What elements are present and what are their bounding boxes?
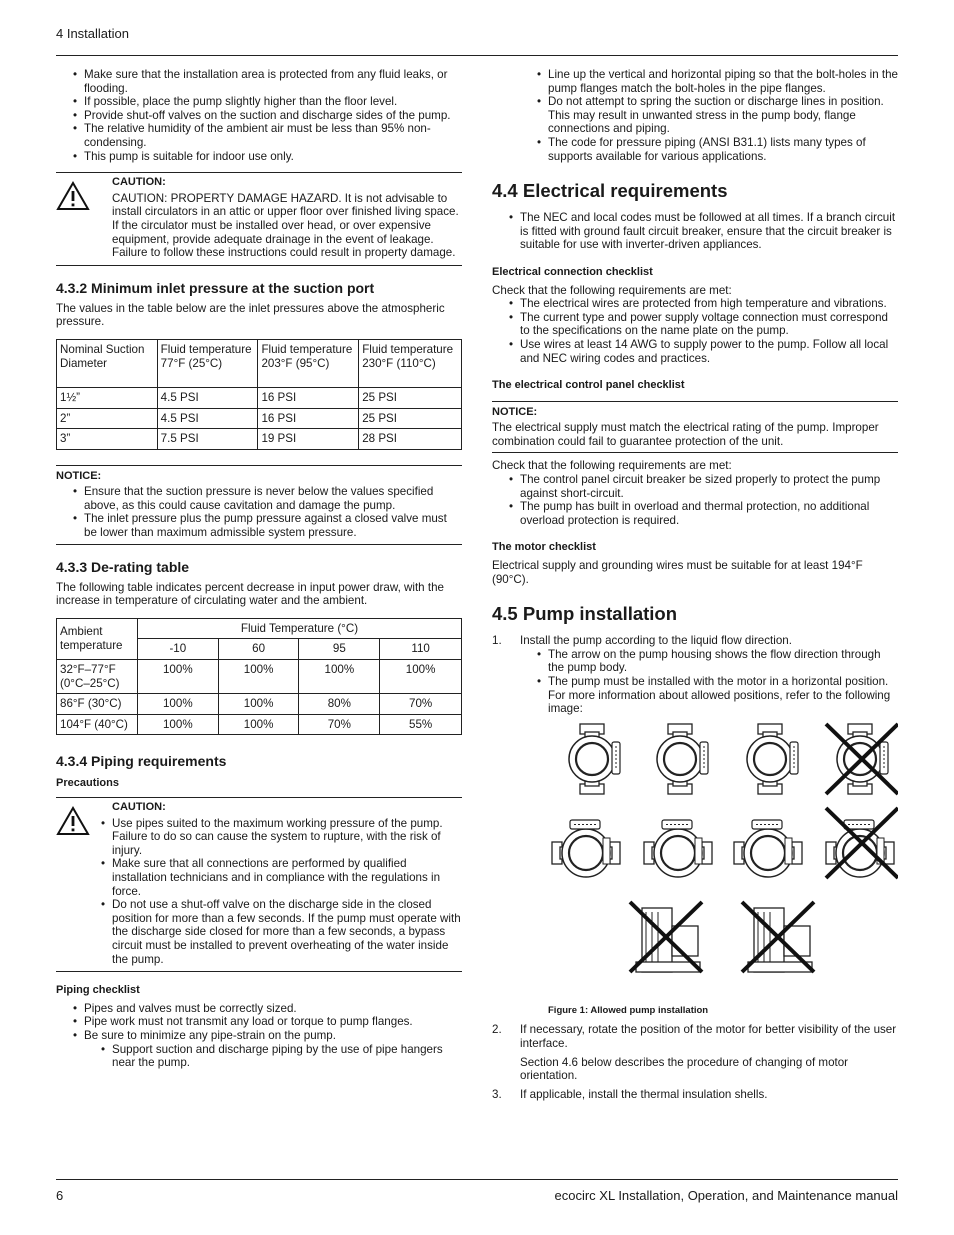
table-row xyxy=(57,714,462,735)
list-item: • The control panel circuit breaker be sized properly to protect the pump against short-circuit. xyxy=(492,473,898,500)
right-column xyxy=(492,68,898,1101)
table-header: 110 xyxy=(380,639,462,660)
table-cell: 70% xyxy=(299,714,380,735)
electrical-bullets xyxy=(492,211,898,252)
section-heading-4-3-3: 4.3.3 De-rating table xyxy=(56,558,190,575)
caution-title: CAUTION: xyxy=(112,801,166,813)
table-cell: 80% xyxy=(299,694,380,715)
list-item: • Do not use a shut-off valve on the discharge side in the closed position for more than a few seconds. If the pump must operate with the discharge side closed for more than a few seconds, a bypass circuit must be installed to prevent overheating of the water inside the pump. xyxy=(84,898,462,966)
caution-bullets xyxy=(84,817,462,967)
piping-bullets-continued xyxy=(492,68,898,163)
electrical-connection-checklist xyxy=(492,297,898,365)
notice-box xyxy=(492,401,898,454)
notice-bullets xyxy=(56,485,462,539)
piping-sub-bullets xyxy=(56,1043,462,1070)
step-text: Install the pump according to the liquid flow direction. xyxy=(520,634,792,648)
caution-title: CAUTION: xyxy=(112,176,166,189)
table-cell: 28 PSI xyxy=(359,429,462,450)
table-cell: 4.5 PSI xyxy=(157,408,258,429)
list-item: • Use wires at least 14 AWG to supply power to the pump. Follow all local and NEC wiring codes and practices. xyxy=(492,338,898,365)
precautions-title: Precautions xyxy=(56,777,119,790)
step-text: If necessary, rotate the position of the motor for better visibility of the user interface. xyxy=(520,1023,897,1050)
warning-icon xyxy=(56,181,90,211)
installation-steps xyxy=(492,634,898,648)
table-row xyxy=(57,429,462,450)
list-item: 2. If necessary, rotate the position of the motor for better visibility of the user interface. xyxy=(492,1023,897,1050)
step-note: Section 4.6 below describes the procedure of changing of motor orientation. xyxy=(520,1055,849,1083)
control-panel-checklist xyxy=(492,473,898,527)
pump-vertical-ok xyxy=(657,724,708,794)
caution-text: CAUTION: PROPERTY DAMAGE HAZARD. It is not advisable to install circulators in an attic or upper floor over finished living space. If the circulator must be installed over head, or over expensive equipment, provide adequate drainage in the event of leakage. Failure to follow these instructions could result in property damage. xyxy=(112,191,459,260)
table-cell: 100% xyxy=(218,660,299,694)
electrical-connection-checklist-title: Electrical connection checklist xyxy=(492,265,653,278)
table-cell: 25 PSI xyxy=(359,408,462,429)
step-text: If applicable, install the thermal insulation shells. xyxy=(520,1087,768,1101)
table-cell: 32°F–77°F (0°C–25°C) xyxy=(57,660,138,694)
pump-horizontal-ok xyxy=(552,820,620,877)
list-item: • This pump is suitable for indoor use only. xyxy=(56,150,462,164)
table-cell: 100% xyxy=(218,694,299,715)
page-number: 6 xyxy=(56,1188,64,1203)
table-header: Ambient temperature xyxy=(57,618,138,659)
table-cell: 4.5 PSI xyxy=(157,387,258,408)
left-column xyxy=(56,68,462,1070)
list-item: • Provide shut-off valves on the suction and discharge sides of the pump. xyxy=(56,109,462,123)
installation-steps-continued xyxy=(492,1023,898,1050)
list-item: • The current type and power supply voltage connection must correspond to the specifications on the name plate on the pump. xyxy=(492,311,898,338)
notice-box xyxy=(56,465,462,545)
list-item: • Pipes and valves must be correctly sized. xyxy=(56,1002,462,1016)
piping-checklist-title: Piping checklist xyxy=(56,984,140,997)
pump-positions-figure xyxy=(492,722,898,1002)
table-row xyxy=(57,387,462,408)
list-item: • The NEC and local codes must be followed at all times. If a branch circuit is fitted with ground fault circuit breaker, ensure that the circuit breaker is suitable for use with inverter-driven appliances. xyxy=(492,211,898,252)
list-item: • If possible, place the pump slightly higher than the floor level. xyxy=(56,95,462,109)
section-heading-4-4: 4.4 Electrical requirements xyxy=(492,180,728,202)
table-cell: 3” xyxy=(57,429,158,450)
installation-steps-continued xyxy=(492,1088,898,1102)
pump-positions-illustration xyxy=(492,722,898,1002)
table-header: Nominal Suction Diameter xyxy=(57,339,158,387)
table-cell: 1½” xyxy=(57,387,158,408)
intro-bullets xyxy=(56,68,462,163)
table-cell: 100% xyxy=(299,660,380,694)
section-heading-4-3-2: 4.3.2 Minimum inlet pressure at the suction port xyxy=(56,279,375,296)
pump-vertical-ok xyxy=(569,724,620,794)
table-row xyxy=(57,660,462,694)
motor-checklist-title: The motor checklist xyxy=(492,541,596,554)
list-item: • Use pipes suited to the maximum working pressure of the pump. Failure to do so can cause the system to rupture, with the risk of injury. xyxy=(84,817,462,858)
list-item: 3. If applicable, install the thermal insulation shells. xyxy=(492,1087,768,1101)
list-item: • The pump has built in overload and thermal protection, no additional overload protection is required. xyxy=(492,500,898,527)
table-cell: 16 PSI xyxy=(258,387,359,408)
notice-text: The electrical supply must match the electrical rating of the pump. Improper combination could fail to guarantee protection of the unit. xyxy=(492,421,879,448)
table-row xyxy=(57,408,462,429)
table-cell: 86°F (30°C) xyxy=(57,694,138,715)
footer-rule xyxy=(56,1179,898,1180)
list-item: • Make sure that all connections are performed by qualified installation technicians and in compliance with the regulations in force. xyxy=(84,857,462,898)
list-item: • Do not attempt to spring the suction or discharge lines in position. This may result in unwanted stress in the pump body, flange connections and piping. xyxy=(492,95,898,136)
list-item: • The arrow on the pump housing shows the flow direction through the pump body. xyxy=(492,648,898,675)
piping-checklist xyxy=(56,1002,462,1043)
list-item: • Support suction and discharge piping by the use of pipe hangers near the pump. xyxy=(56,1043,462,1070)
list-item: • The code for pressure piping (ANSI B31.1) lists many types of supports available for various applications. xyxy=(492,136,898,163)
inlet-pressure-table xyxy=(56,339,462,450)
table-cell: 100% xyxy=(137,660,218,694)
table-header: Fluid Temperature (°C) xyxy=(137,618,461,639)
table-header: -10 xyxy=(137,639,218,660)
notice-title: NOTICE: xyxy=(56,469,102,482)
table-cell: 104°F (40°C) xyxy=(57,714,138,735)
table-cell: 16 PSI xyxy=(258,408,359,429)
table-cell: 7.5 PSI xyxy=(157,429,258,450)
checklist-intro: Check that the following requirements are met: xyxy=(492,459,732,473)
table-cell: 100% xyxy=(137,694,218,715)
table-header: Fluid temperature 230°F (110°C) xyxy=(359,339,462,387)
section-heading-4-5: 4.5 Pump installation xyxy=(492,603,678,625)
list-item: • Make sure that the installation area is protected from any fluid leaks, or flooding. xyxy=(56,68,462,95)
list-item: • The electrical wires are protected from high temperature and vibrations. xyxy=(492,297,898,311)
table-cell: 100% xyxy=(137,714,218,735)
list-item: • The inlet pressure plus the pump pressure against a closed valve must be lower than maximum admissible system pressure. xyxy=(56,512,462,539)
list-item: • The pump must be installed with the motor in a horizontal position. For more information about allowed positions, refer to the following image: xyxy=(492,675,898,716)
pump-vertical-ok xyxy=(747,724,798,794)
manual-title: ecocirc XL Installation, Operation, and Maintenance manual xyxy=(554,1188,898,1203)
table-cell: 19 PSI xyxy=(258,429,359,450)
table-header: Fluid temperature 77°F (25°C) xyxy=(157,339,258,387)
step1-bullets xyxy=(492,648,898,716)
table-row xyxy=(57,694,462,715)
table-cell: 70% xyxy=(380,694,462,715)
notice-title: NOTICE: xyxy=(492,405,538,418)
table-cell: 100% xyxy=(380,660,462,694)
caution-box xyxy=(56,172,462,266)
table-cell: 25 PSI xyxy=(359,387,462,408)
running-header: 4 Installation xyxy=(56,26,129,41)
section-intro: The following table indicates percent decrease in input power draw, with the increase in temperature of circulating water and the ambient. xyxy=(56,580,444,608)
checklist-intro: Check that the following requirements are met: xyxy=(492,283,732,297)
list-item: • Line up the vertical and horizontal piping so that the bolt-holes in the pump flanges match the bolt-holes in the pipe flanges. xyxy=(492,68,898,95)
table-header: 95 xyxy=(299,639,380,660)
list-item: • Be sure to minimize any pipe-strain on the pump. xyxy=(56,1029,462,1043)
table-header: 60 xyxy=(218,639,299,660)
list-item: • The relative humidity of the ambient air must be less than 95% non-condensing. xyxy=(56,122,462,149)
table-cell: 55% xyxy=(380,714,462,735)
table-cell: 2” xyxy=(57,408,158,429)
figure-caption: Figure 1: Allowed pump installation xyxy=(548,1004,709,1016)
section-intro: The values in the table below are the inlet pressures above the atmospheric pressure. xyxy=(56,301,445,329)
caution-box xyxy=(56,797,462,972)
list-item: 1. Install the pump according to the liquid flow direction. xyxy=(492,634,792,648)
motor-checklist-text: Electrical supply and grounding wires must be suitable for at least 194°F (90°C). xyxy=(492,559,863,586)
list-item: • Pipe work must not transmit any load or torque to pump flanges. xyxy=(56,1015,462,1029)
derating-table xyxy=(56,618,462,736)
header-rule xyxy=(56,55,898,56)
table-cell: 100% xyxy=(218,714,299,735)
table-header: Fluid temperature 203°F (95°C) xyxy=(258,339,359,387)
pump-horizontal-ok xyxy=(734,820,802,877)
pump-horizontal-ok xyxy=(644,820,712,877)
section-heading-4-3-4: 4.3.4 Piping requirements xyxy=(56,753,227,770)
control-panel-checklist-title: The electrical control panel checklist xyxy=(492,379,685,392)
list-item: • Ensure that the suction pressure is never below the values specified above, as this could cause cavitation and damage the pump. xyxy=(56,485,462,512)
